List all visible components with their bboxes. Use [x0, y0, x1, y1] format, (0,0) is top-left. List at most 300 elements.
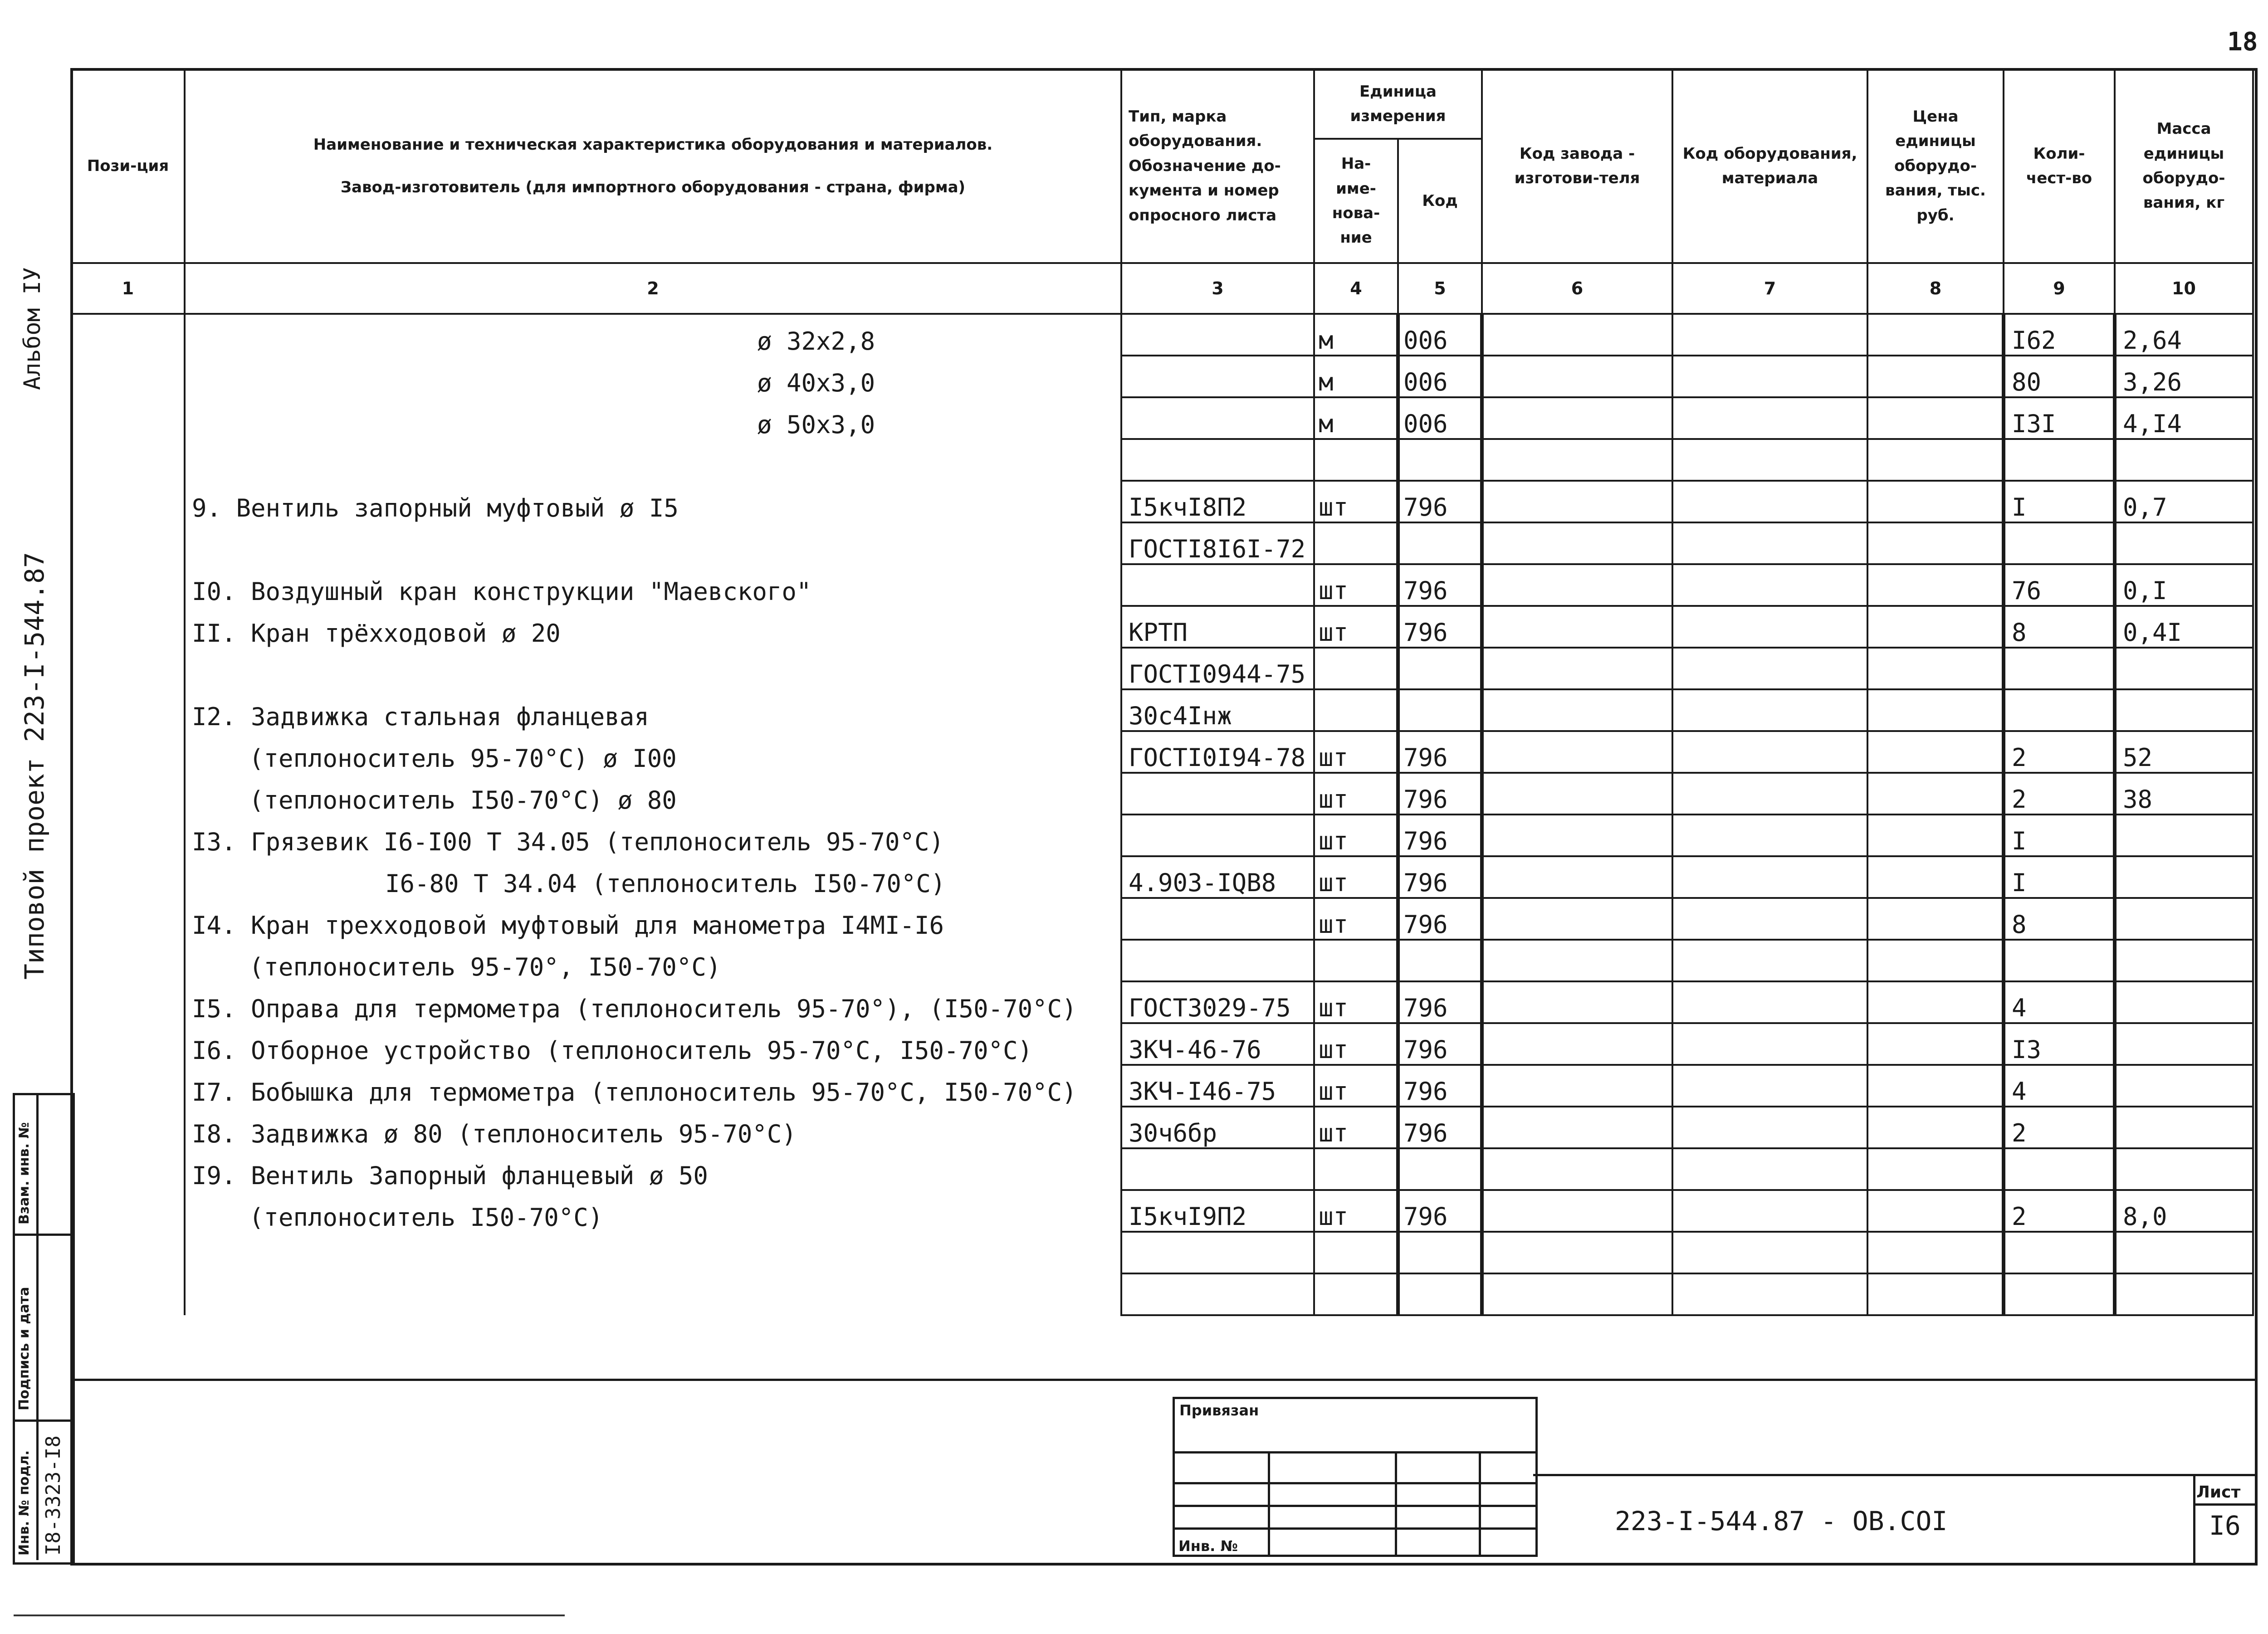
header-position: Пози-ция	[71, 69, 185, 263]
table-row	[71, 564, 2253, 606]
colnum-6: 6	[1482, 263, 1672, 314]
price-cell	[1867, 856, 2004, 898]
corner-sheet-number: 18	[2227, 27, 2258, 57]
quantity-cell	[2004, 439, 2115, 481]
price-cell	[1867, 397, 2004, 439]
unit-cell	[1314, 439, 1398, 481]
price-cell	[1867, 314, 2004, 356]
side-divider-1	[13, 1234, 70, 1236]
colnum-5: 5	[1398, 263, 1482, 314]
quantity-cell: I3I	[2004, 397, 2115, 439]
mass-cell: 38	[2115, 773, 2253, 815]
factory-code-cell	[1482, 648, 1672, 689]
name-cell: (теплоноситель 95-70°, I50-70°С)	[185, 940, 1121, 981]
name-cell: II. Кран трёхходовой ø 20	[185, 606, 1121, 648]
colnum-2: 2	[185, 263, 1121, 314]
position-cell	[71, 856, 185, 898]
unit-cell	[1314, 522, 1398, 564]
table-row	[71, 397, 2253, 439]
quantity-cell	[2004, 648, 2115, 689]
position-cell	[71, 689, 185, 731]
table-row	[71, 981, 2253, 1023]
quantity-cell	[2004, 1273, 2115, 1315]
price-cell	[1867, 1273, 2004, 1315]
code-cell	[1398, 439, 1482, 481]
code-cell	[1398, 940, 1482, 981]
code-cell: 796	[1398, 856, 1482, 898]
price-cell	[1867, 1148, 2004, 1190]
mass-cell	[2115, 898, 2253, 940]
factory-code-cell	[1482, 397, 1672, 439]
unit-cell: м	[1314, 397, 1398, 439]
factory-code-cell	[1482, 481, 1672, 522]
code-cell	[1398, 522, 1482, 564]
quantity-cell	[2004, 689, 2115, 731]
header-row-1	[71, 69, 2253, 139]
price-cell	[1867, 815, 2004, 856]
name-cell: ø 40x3,0	[185, 356, 1121, 397]
quantity-cell: 76	[2004, 564, 2115, 606]
position-cell	[71, 1273, 185, 1315]
table-row	[71, 773, 2253, 815]
quantity-cell: 2	[2004, 1107, 2115, 1148]
mass-cell: 4,I4	[2115, 397, 2253, 439]
table-row	[71, 481, 2253, 522]
unit-cell: шт	[1314, 731, 1398, 773]
mass-cell	[2115, 1148, 2253, 1190]
privyazan-block	[1173, 1397, 1538, 1557]
table-row	[71, 940, 2253, 981]
mass-cell: 2,64	[2115, 314, 2253, 356]
price-cell	[1867, 689, 2004, 731]
code-cell	[1398, 1273, 1482, 1315]
table-row	[71, 356, 2253, 397]
table-row	[71, 1273, 2253, 1315]
price-cell	[1867, 940, 2004, 981]
privyazan-label: Привязан	[1179, 1402, 1259, 1419]
side-inner-line	[36, 1093, 39, 1560]
name-cell: I6. Отборное устройство (теплоноситель 95-70°С, I50-70°С)	[185, 1023, 1121, 1065]
factory-code-cell	[1482, 314, 1672, 356]
type-cell: ГОСТI0944-75	[1121, 648, 1314, 689]
table-row	[71, 689, 2253, 731]
quantity-cell	[2004, 1148, 2115, 1190]
colnum-8: 8	[1867, 263, 2004, 314]
header-mass: Масса единицы оборудо-вания, кг	[2115, 69, 2253, 263]
factory-code-cell	[1482, 606, 1672, 648]
quantity-cell: 4	[2004, 981, 2115, 1023]
price-cell	[1867, 522, 2004, 564]
table-row	[71, 731, 2253, 773]
factory-code-cell	[1482, 898, 1672, 940]
type-cell	[1121, 439, 1314, 481]
table-row	[71, 1023, 2253, 1065]
vzam-inv-label: Взам. инв. №	[16, 1122, 32, 1224]
name-cell: (теплоноситель I50-70°С) ø 80	[185, 773, 1121, 815]
unit-cell: шт	[1314, 564, 1398, 606]
equipment-code-cell	[1672, 1107, 1867, 1148]
header-unit-group: Единица измерения	[1314, 69, 1482, 139]
mass-cell	[2115, 815, 2253, 856]
name-cell: I6-80 Т 34.04 (теплоноситель I50-70°С)	[185, 856, 1121, 898]
mass-cell: 0,7	[2115, 481, 2253, 522]
header-price: Цена единицы оборудо-вания, тыс. руб.	[1867, 69, 2004, 263]
equipment-code-cell	[1672, 981, 1867, 1023]
position-cell	[71, 481, 185, 522]
mass-cell: 3,26	[2115, 356, 2253, 397]
unit-cell	[1314, 940, 1398, 981]
name-cell: ø 32x2,8	[185, 314, 1121, 356]
code-cell	[1398, 1232, 1482, 1273]
type-cell: ЗКЧ-46-76	[1121, 1023, 1314, 1065]
equipment-code-cell	[1672, 898, 1867, 940]
quantity-cell	[2004, 1232, 2115, 1273]
factory-code-cell	[1482, 1273, 1672, 1315]
quantity-cell: 8	[2004, 606, 2115, 648]
inv-podl-value: I8-3323-I8	[42, 1435, 65, 1556]
name-cell: ø 50x3,0	[185, 397, 1121, 439]
position-cell	[71, 648, 185, 689]
document-code: 223-I-544.87 - ОВ.СОI	[1615, 1506, 1948, 1536]
header-quantity: Коли-чест-во	[2004, 69, 2115, 263]
price-cell	[1867, 1065, 2004, 1107]
type-cell	[1121, 815, 1314, 856]
code-cell: 796	[1398, 981, 1482, 1023]
factory-code-cell	[1482, 564, 1672, 606]
price-cell	[1867, 731, 2004, 773]
type-cell	[1121, 397, 1314, 439]
position-cell	[71, 606, 185, 648]
type-cell: 30с4Iнж	[1121, 689, 1314, 731]
table-row	[71, 314, 2253, 356]
mass-cell: 8,0	[2115, 1190, 2253, 1232]
header-unit-code: Код	[1398, 139, 1482, 263]
name-cell: I9. Вентиль Запорный фланцевый ø 50	[185, 1148, 1121, 1190]
album-stamp: Альбом IУ	[19, 267, 45, 390]
position-cell	[71, 314, 185, 356]
mass-cell	[2115, 1065, 2253, 1107]
factory-code-cell	[1482, 1190, 1672, 1232]
mass-cell: 0,4I	[2115, 606, 2253, 648]
code-cell: 796	[1398, 815, 1482, 856]
title-block-top-line	[70, 1379, 2255, 1381]
equipment-code-cell	[1672, 1023, 1867, 1065]
factory-code-cell	[1482, 1065, 1672, 1107]
type-cell	[1121, 940, 1314, 981]
price-cell	[1867, 481, 2004, 522]
table-row	[71, 606, 2253, 648]
position-cell	[71, 981, 185, 1023]
unit-cell: м	[1314, 314, 1398, 356]
quantity-cell	[2004, 522, 2115, 564]
price-cell	[1867, 1107, 2004, 1148]
equipment-code-cell	[1672, 1232, 1867, 1273]
unit-cell: шт	[1314, 773, 1398, 815]
price-cell	[1867, 981, 2004, 1023]
price-cell	[1867, 564, 2004, 606]
factory-code-cell	[1482, 815, 1672, 856]
equipment-code-cell	[1672, 1065, 1867, 1107]
unit-cell: шт	[1314, 856, 1398, 898]
mass-cell	[2115, 1023, 2253, 1065]
header-type: Тип, марка оборудования. Обозначение до-кумента и номер опросного листа	[1121, 69, 1314, 263]
type-cell: КРТП	[1121, 606, 1314, 648]
unit-cell	[1314, 648, 1398, 689]
equipment-code-cell	[1672, 314, 1867, 356]
name-cell: (теплоноситель 95-70°С) ø I00	[185, 731, 1121, 773]
header-factory-code: Код завода - изготови-теля	[1482, 69, 1672, 263]
equipment-code-cell	[1672, 815, 1867, 856]
name-cell: I2. Задвижка стальная фланцевая	[185, 689, 1121, 731]
equipment-code-cell	[1672, 940, 1867, 981]
table-row	[71, 1190, 2253, 1232]
position-cell	[71, 522, 185, 564]
position-cell	[71, 397, 185, 439]
table-row	[71, 856, 2253, 898]
inv-no-cell	[1174, 1529, 1269, 1556]
quantity-cell: 2	[2004, 773, 2115, 815]
sheet-divider	[2193, 1474, 2195, 1563]
quantity-cell: I	[2004, 856, 2115, 898]
name-cell	[185, 1273, 1121, 1315]
unit-cell: шт	[1314, 481, 1398, 522]
position-cell	[71, 731, 185, 773]
mass-cell: 0,I	[2115, 564, 2253, 606]
equipment-code-cell	[1672, 1273, 1867, 1315]
code-cell	[1398, 648, 1482, 689]
unit-cell: шт	[1314, 1065, 1398, 1107]
name-cell: I5. Оправа для термометра (теплоноситель 95-70°), (I50-70°С)	[185, 981, 1121, 1023]
position-cell	[71, 564, 185, 606]
table-row	[71, 898, 2253, 940]
name-cell	[185, 439, 1121, 481]
equipment-code-cell	[1672, 439, 1867, 481]
unit-cell: м	[1314, 356, 1398, 397]
table-row	[71, 1232, 2253, 1273]
name-cell	[185, 1232, 1121, 1273]
mass-cell	[2115, 1107, 2253, 1148]
colnum-7: 7	[1672, 263, 1867, 314]
table-row	[71, 1107, 2253, 1148]
unit-cell: шт	[1314, 815, 1398, 856]
code-cell: 796	[1398, 773, 1482, 815]
mass-cell	[2115, 981, 2253, 1023]
sheet-label: Лист	[2196, 1483, 2241, 1502]
equipment-code-cell	[1672, 564, 1867, 606]
equipment-code-cell	[1672, 648, 1867, 689]
code-cell: 796	[1398, 898, 1482, 940]
code-cell: 796	[1398, 1023, 1482, 1065]
quantity-cell	[2004, 940, 2115, 981]
header-name	[185, 69, 1121, 263]
unit-cell: шт	[1314, 898, 1398, 940]
code-cell: 796	[1398, 564, 1482, 606]
factory-code-cell	[1482, 439, 1672, 481]
inv-no-label: Инв. №	[1178, 1537, 1238, 1555]
project-stamp: Типовой проект 223-I-544.87	[19, 552, 50, 980]
type-cell	[1121, 1273, 1314, 1315]
price-cell	[1867, 1023, 2004, 1065]
price-cell	[1867, 648, 2004, 689]
unit-cell: шт	[1314, 1023, 1398, 1065]
name-cell: I7. Бобышка для термометра (теплоноситель 95-70°С, I50-70°С)	[185, 1065, 1121, 1107]
unit-cell	[1314, 689, 1398, 731]
equipment-code-cell	[1672, 773, 1867, 815]
type-cell	[1121, 314, 1314, 356]
equipment-code-cell	[1672, 689, 1867, 731]
header-unit-name: На-име-нова-ние	[1314, 139, 1398, 263]
code-cell	[1398, 1148, 1482, 1190]
type-cell: I5кчI8П2	[1121, 481, 1314, 522]
position-cell	[71, 1190, 185, 1232]
quantity-cell: 2	[2004, 1190, 2115, 1232]
code-cell: 006	[1398, 397, 1482, 439]
quantity-cell: I	[2004, 815, 2115, 856]
position-cell	[71, 1107, 185, 1148]
type-cell: ГОСТI0I94-78	[1121, 731, 1314, 773]
factory-code-cell	[1482, 1107, 1672, 1148]
table-row	[71, 1148, 2253, 1190]
name-cell	[185, 648, 1121, 689]
name-cell: I4. Кран трехходовой муфтовый для манометра I4МI-I6	[185, 898, 1121, 940]
mass-cell	[2115, 856, 2253, 898]
factory-code-cell	[1482, 522, 1672, 564]
side-divider-2	[13, 1419, 70, 1422]
quantity-cell: 2	[2004, 731, 2115, 773]
type-cell: I5кчI9П2	[1121, 1190, 1314, 1232]
type-cell	[1121, 1232, 1314, 1273]
price-cell	[1867, 773, 2004, 815]
factory-code-cell	[1482, 856, 1672, 898]
mass-cell	[2115, 439, 2253, 481]
price-cell	[1867, 606, 2004, 648]
header-name-line2: Завод-изготовитель (для импортного оборудования - страна, фирма)	[340, 178, 966, 196]
quantity-cell: I	[2004, 481, 2115, 522]
type-cell: ГОСТI8I6I-72	[1121, 522, 1314, 564]
position-cell	[71, 773, 185, 815]
colnum-3: 3	[1121, 263, 1314, 314]
unit-cell: шт	[1314, 1107, 1398, 1148]
name-cell: (теплоноситель I50-70°С)	[185, 1190, 1121, 1232]
code-cell: 796	[1398, 731, 1482, 773]
code-cell: 796	[1398, 1107, 1482, 1148]
name-cell: I3. Грязевик I6-I00 Т 34.05 (теплоноситель 95-70°С)	[185, 815, 1121, 856]
name-cell: I0. Воздушный кран конструкции "Маевского"	[185, 564, 1121, 606]
code-cell	[1398, 689, 1482, 731]
price-cell	[1867, 356, 2004, 397]
colnum-9: 9	[2004, 263, 2115, 314]
mass-cell: 52	[2115, 731, 2253, 773]
position-cell	[71, 898, 185, 940]
position-cell	[71, 356, 185, 397]
type-cell: 30ч6бр	[1121, 1107, 1314, 1148]
sheet-label-line	[2193, 1503, 2255, 1506]
type-cell: ГОСТ3029-75	[1121, 981, 1314, 1023]
code-cell: 796	[1398, 1065, 1482, 1107]
table-row	[71, 1065, 2253, 1107]
position-cell	[71, 1065, 185, 1107]
position-cell	[71, 1232, 185, 1273]
unit-cell: шт	[1314, 1190, 1398, 1232]
specification-body	[71, 69, 2253, 1315]
colnum-10: 10	[2115, 263, 2253, 314]
unit-cell: шт	[1314, 981, 1398, 1023]
table-row	[71, 648, 2253, 689]
equipment-code-cell	[1672, 522, 1867, 564]
type-cell	[1121, 1148, 1314, 1190]
type-cell	[1121, 898, 1314, 940]
factory-code-cell	[1482, 1023, 1672, 1065]
price-cell	[1867, 1190, 2004, 1232]
mass-cell	[2115, 648, 2253, 689]
inv-podl-label: Инв. № подл.	[16, 1450, 32, 1556]
table-row	[71, 439, 2253, 481]
factory-code-cell	[1482, 689, 1672, 731]
type-cell: 4.903-IQВ8	[1121, 856, 1314, 898]
podpis-data-label: Подпись и дата	[16, 1287, 32, 1410]
header-equipment-code: Код оборудования, материала	[1672, 69, 1867, 263]
type-cell	[1121, 356, 1314, 397]
unit-cell	[1314, 1148, 1398, 1190]
type-cell: ЗКЧ-I46-75	[1121, 1065, 1314, 1107]
price-cell	[1867, 898, 2004, 940]
mass-cell	[2115, 1273, 2253, 1315]
price-cell	[1867, 439, 2004, 481]
type-cell	[1121, 564, 1314, 606]
code-cell: 796	[1398, 481, 1482, 522]
quantity-cell: I62	[2004, 314, 2115, 356]
price-cell	[1867, 1232, 2004, 1273]
equipment-code-cell	[1672, 731, 1867, 773]
table-row	[71, 815, 2253, 856]
factory-code-cell	[1482, 940, 1672, 981]
equipment-code-cell	[1672, 397, 1867, 439]
header-name-line1: Наименование и техническая характеристика оборудования и материалов.	[313, 135, 993, 154]
factory-code-cell	[1482, 773, 1672, 815]
sheet-number: I6	[2209, 1510, 2241, 1541]
mass-cell	[2115, 1232, 2253, 1273]
specification-table	[70, 68, 2254, 1316]
column-numbers-row	[71, 263, 2253, 314]
factory-code-cell	[1482, 356, 1672, 397]
position-cell	[71, 940, 185, 981]
factory-code-cell	[1482, 981, 1672, 1023]
colnum-1: 1	[71, 263, 185, 314]
bottom-rule	[14, 1614, 565, 1616]
code-cell: 006	[1398, 314, 1482, 356]
quantity-cell: 8	[2004, 898, 2115, 940]
code-cell: 796	[1398, 1190, 1482, 1232]
quantity-cell: 4	[2004, 1065, 2115, 1107]
factory-code-cell	[1482, 1232, 1672, 1273]
equipment-code-cell	[1672, 1148, 1867, 1190]
unit-cell	[1314, 1232, 1398, 1273]
code-cell: 796	[1398, 606, 1482, 648]
mass-cell	[2115, 689, 2253, 731]
unit-cell: шт	[1314, 606, 1398, 648]
colnum-4: 4	[1314, 263, 1398, 314]
equipment-code-cell	[1672, 856, 1867, 898]
table-row	[71, 522, 2253, 564]
position-cell	[71, 815, 185, 856]
quantity-cell: 80	[2004, 356, 2115, 397]
mass-cell	[2115, 940, 2253, 981]
type-cell	[1121, 773, 1314, 815]
equipment-code-cell	[1672, 481, 1867, 522]
name-cell: 9. Вентиль запорный муфтовый ø I5	[185, 481, 1121, 522]
equipment-code-cell	[1672, 1190, 1867, 1232]
unit-cell	[1314, 1273, 1398, 1315]
